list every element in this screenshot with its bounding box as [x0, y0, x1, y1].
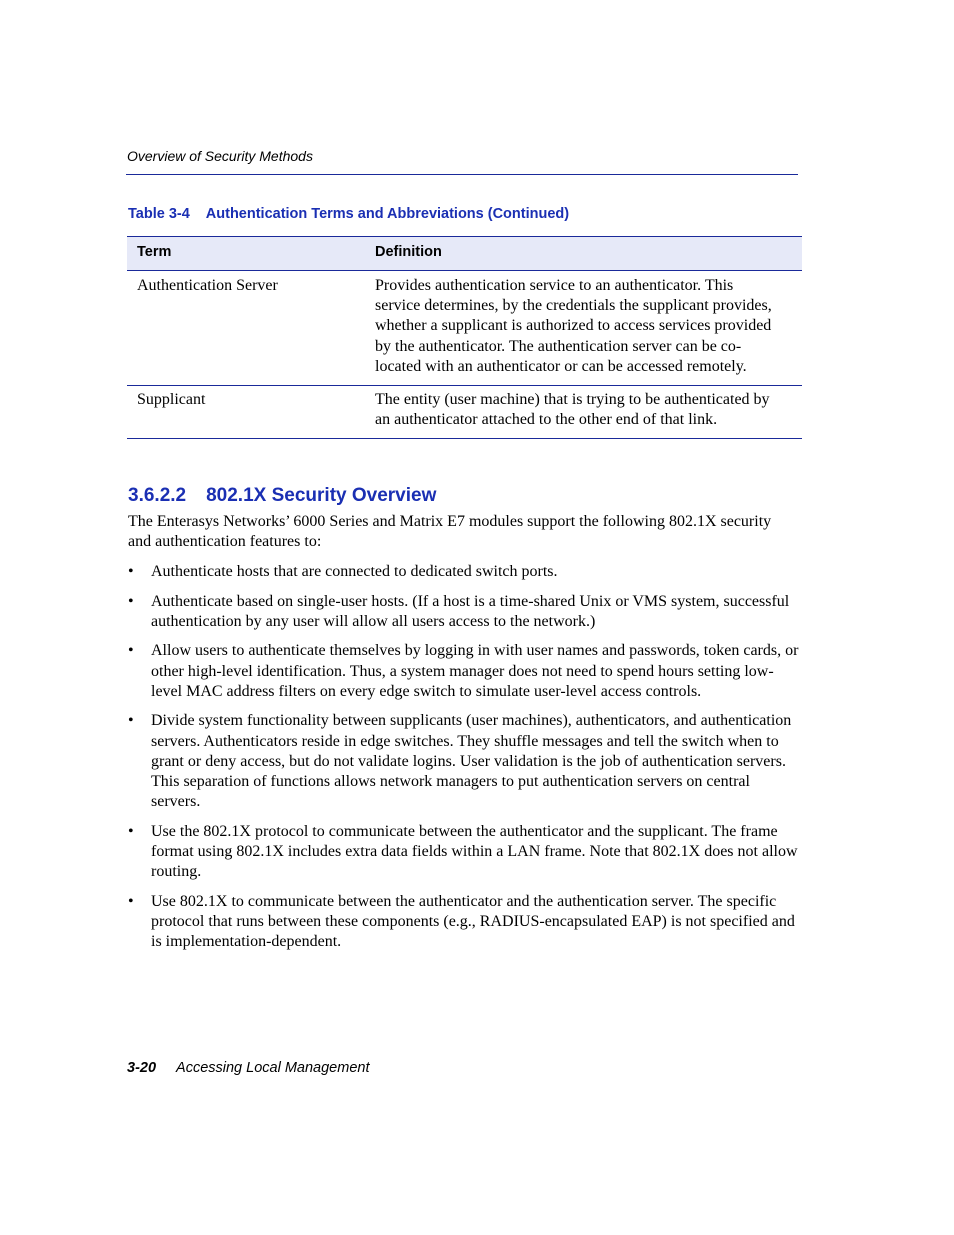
- table-row: [127, 386, 802, 439]
- term-cell: Supplicant: [127, 386, 365, 439]
- table-row: [127, 271, 802, 386]
- section-title: 802.1X Security Overview: [206, 485, 437, 506]
- feature-list: [128, 562, 800, 962]
- list-item-text: Allow users to authenticate themselves by logging in with user names and passwords, token cards, or other high-level identification. Thus, a system manager does not need to spend hours setting low-level MAC address filters on every edge switch to simulate user-level access controls.: [151, 642, 799, 700]
- page-footer: [127, 1060, 369, 1076]
- column-header-term: Term: [127, 237, 365, 271]
- bullet-icon: •: [128, 892, 134, 910]
- list-item: [128, 822, 800, 883]
- section-number: 3.6.2.2: [128, 485, 187, 506]
- bullet-icon: •: [128, 712, 134, 730]
- definition-cell: Provides authentication service to an authenticator. This service determines, by the credentials the supplicant provides, whether a supplicant is authorized to access services provided by the authenticator. The authentication server can be co-located with an authenticator or can be accessed remotely.: [365, 271, 802, 386]
- list-item-text: Use the 802.1X protocol to communicate between the authenticator and the supplicant. The frame format using 802.1X includes extra data fields within a LAN frame. Note that 802.1X does not allow routing.: [151, 822, 798, 881]
- list-item: [128, 592, 800, 632]
- table-caption: [128, 206, 569, 222]
- list-item-text: Divide system functionality between supplicants (user machines), authenticators, and authentication servers. Authenticators reside in edge switches. They shuffle messages and tell the switch when to grant or deny access, but do not validate logins. User validation is the job of authentication servers. This separation of functions allows network managers to put authentication servers on central servers.: [151, 712, 792, 811]
- table-title: Authentication Terms and Abbreviations (Continued): [205, 206, 570, 222]
- list-item: [128, 562, 800, 582]
- list-item-text: Authenticate hosts that are connected to dedicated switch ports.: [151, 563, 558, 580]
- list-item: [128, 711, 800, 812]
- intro-paragraph: The Enterasys Networks’ 6000 Series and Matrix E7 modules support the following 802.1X security and authentication features to:: [128, 513, 772, 551]
- list-item-text: Use 802.1X to communicate between the authenticator and the authentication server. The specific protocol that runs between these components (e.g., RADIUS-encapsulated EAP) is not specified and is implementation-dependent.: [151, 892, 795, 951]
- chapter-title: Accessing Local Management: [176, 1060, 370, 1076]
- term-cell: Authentication Server: [127, 271, 365, 386]
- section-heading: [128, 485, 436, 507]
- list-item-text: Authenticate based on single-user hosts. (If a host is a time-shared Unix or VMS system, successful authentication by any user will allow all users access to the network.): [151, 592, 790, 630]
- list-item: [128, 641, 800, 702]
- list-item: [128, 892, 800, 953]
- bullet-icon: •: [128, 642, 134, 660]
- table-header-row: [127, 237, 802, 271]
- definition-cell: The entity (user machine) that is trying to be authenticated by an authenticator attached to the other end of that link.: [365, 386, 802, 439]
- bullet-icon: •: [128, 563, 134, 580]
- running-header: Overview of Security Methods: [127, 148, 313, 164]
- table-number: Table 3-4: [128, 206, 190, 222]
- bullet-icon: •: [128, 822, 134, 840]
- bullet-icon: •: [128, 592, 134, 610]
- header-rule: [126, 174, 798, 175]
- terms-table: [127, 236, 802, 439]
- column-header-definition: Definition: [365, 237, 802, 271]
- page-number: 3-20: [127, 1060, 157, 1076]
